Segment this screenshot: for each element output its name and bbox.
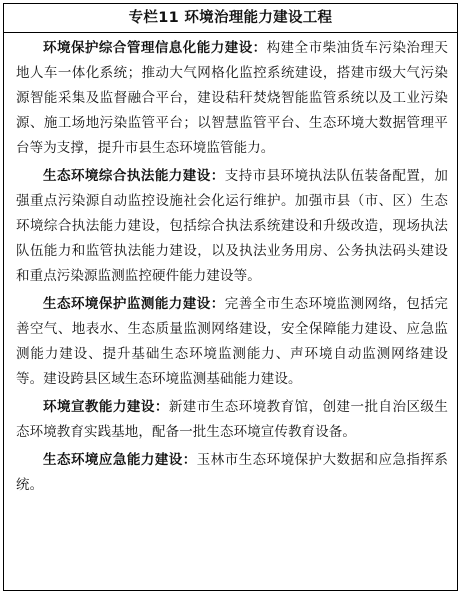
section-text: 玉林市生态环境保护大数据和应急指挥系统。 xyxy=(16,452,448,493)
section-enforcement-capacity xyxy=(16,164,448,289)
section-text: 支持市县环境执法队伍装备配置，加强重点污染源自动监控设施社会化运行维护。加强市县（市、区）生态环境综合执法能力建设，包括综合执法系统建设和升级改造，现场执法队伍能力和监管执法能力建设，以及执法业务用房、公务执法码头建设和重点污染源监测监控硬件能力建设等。 xyxy=(16,168,448,284)
section-heading: 生态环境应急能力建设： xyxy=(43,452,197,468)
feature-box xyxy=(3,3,458,591)
section-heading: 环境保护综合管理信息化能力建设： xyxy=(43,40,267,56)
box-body xyxy=(4,33,457,498)
section-monitoring-capacity xyxy=(16,292,448,392)
section-text: 构建全市柴油货车污染治理天地人车一体化系统；推动大气网格化监控系统建设，搭建市级大气污染源智能采集及监督融合平台，建设秸秆焚烧智能监管系统以及工业污染源、施工场地污染监管平台；以智慧监管平台、生态环境大数据管理平台等为支撑，提升市县生态环境监管能力。 xyxy=(16,40,448,156)
section-heading: 生态环境保护监测能力建设： xyxy=(43,296,225,312)
section-heading: 生态环境综合执法能力建设： xyxy=(43,168,225,184)
section-heading: 环境宣教能力建设： xyxy=(43,399,169,415)
section-education-capacity xyxy=(16,395,448,445)
section-emergency-capacity xyxy=(16,448,448,498)
section-info-capacity xyxy=(16,36,448,161)
box-title: 专栏11 环境治理能力建设工程 xyxy=(4,4,457,33)
section-text: 新建市生态环境教育馆，创建一批自治区级生态环境教育实践基地，配备一批生态环境宣传教育设备。 xyxy=(16,399,449,440)
section-text: 完善全市生态环境监测网络，包括完善空气、地表水、生态质量监测网络建设，安全保障能力建设、应急监测能力建设、提升基础生态环境监测能力、声环境自动监测网络建设等。建设跨县区域生态环境监测基础能力建设。 xyxy=(16,296,448,387)
